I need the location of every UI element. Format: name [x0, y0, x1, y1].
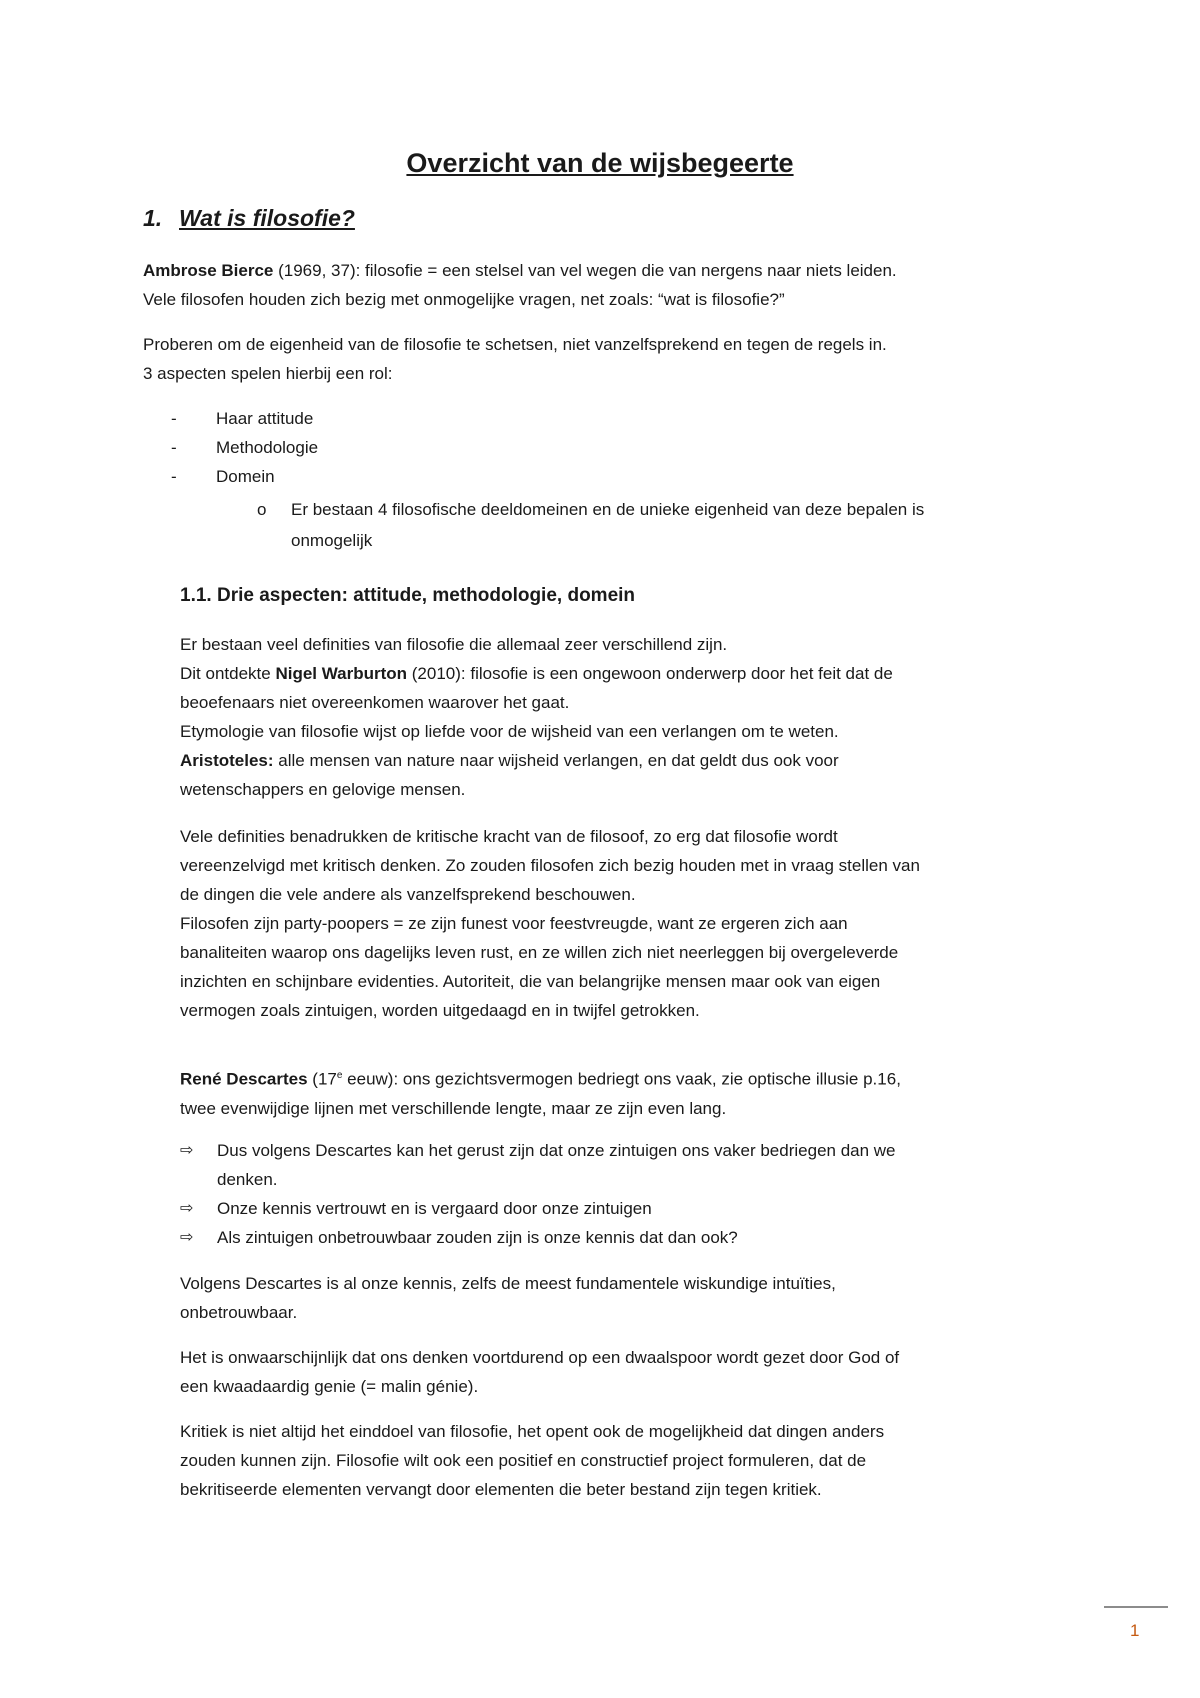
arrow-list — [180, 1136, 896, 1252]
text-line: Er bestaan 4 filosofische deeldomeinen en de unieke eigenheid van deze bepalen is — [291, 500, 925, 519]
text-span: alle mensen van nature naar wijsheid verlangen, en dat geldt dus ook voor — [273, 751, 839, 770]
list-item — [171, 433, 319, 462]
page-number: 1 — [1130, 1621, 1140, 1640]
footer-divider — [1104, 1606, 1168, 1608]
sub-bullet-item — [257, 494, 925, 556]
text-line: bekritiseerde elementen vervangt door elementen die beter bestand zijn tegen kritiek. — [180, 1480, 822, 1499]
list-item — [180, 1136, 896, 1194]
text-line: 3 aspecten spelen hierbij een rol: — [143, 364, 393, 383]
text-line: de dingen die vele andere als vanzelfsprekend beschouwen. — [180, 885, 636, 904]
text-line — [180, 659, 893, 688]
list-item — [171, 462, 318, 491]
text-line: Kritiek is niet altijd het einddoel van filosofie, het opent ook de mogelijkheid dat dingen anders — [180, 1422, 885, 1441]
text-line: vereenzelvigd met kritisch denken. Zo zouden filosofen zich bezig houden met in vraag stellen van — [180, 856, 920, 875]
paragraph-critical-power — [180, 822, 920, 1025]
list-item-label: Haar attitude — [216, 409, 314, 428]
text-line: Filosofen zijn party-poopers = ze zijn funest voor feestvreugde, want ze ergeren zich aan — [180, 914, 848, 933]
text-line: Het is onwaarschijnlijk dat ons denken voortdurend op een dwaalspoor wordt gezet door God of — [180, 1348, 900, 1367]
text-line: Volgens Descartes is al onze kennis, zelfs de meest fundamentele wiskundige intuïties, — [180, 1274, 836, 1293]
dash-bullet: - — [171, 409, 177, 428]
paragraph-critique — [180, 1417, 884, 1504]
text-line: twee evenwijdige lijnen met verschillende lengte, maar ze zijn even lang. — [180, 1098, 727, 1118]
arrow-right-icon: ⇨ — [180, 1142, 194, 1159]
text-span: (17 — [307, 1069, 337, 1089]
text-line: Onze kennis vertrouwt en is vergaard door onze zintuigen — [217, 1199, 652, 1218]
text-line: beoefenaars niet overeenkomen waarover het gaat. — [180, 693, 570, 712]
paragraph-definitions — [180, 630, 893, 804]
list-item — [171, 404, 318, 433]
text-line: een kwaadaardig genie (= malin génie). — [180, 1377, 479, 1396]
text-line: zouden kunnen zijn. Filosofie wilt ook een positief en constructief project formuleren, dat de — [180, 1451, 867, 1470]
circle-bullet: o — [257, 500, 267, 519]
text-line: Etymologie van filosofie wijst op liefde voor de wijsheid van een verlangen om te weten. — [180, 722, 839, 741]
author-name: René Descartes — [180, 1069, 308, 1089]
text-line: inzichten en schijnbare evidenties. Autoriteit, die van belangrijke mensen maar ook van eigen — [180, 972, 881, 991]
text-line: Dus volgens Descartes kan het gerust zijn dat onze zintuigen ons vaker bedriegen dan we — [217, 1141, 896, 1160]
text-line: onbetrouwbaar. — [180, 1303, 298, 1322]
text-line: Er bestaan veel definities van filosofie die allemaal zeer verschillend zijn. — [180, 635, 728, 654]
intro-paragraph-2 — [143, 330, 887, 388]
text-line — [180, 746, 893, 775]
section-title: Wat is filosofie? — [179, 205, 355, 231]
superscript: e — [336, 1070, 343, 1081]
text-line: onmogelijk — [291, 531, 373, 550]
text-line: Vele definities benadrukken de kritische kracht van de filosoof, zo erg dat filosofie wordt — [180, 827, 838, 846]
dash-bullet: - — [171, 467, 177, 486]
list-item — [180, 1194, 896, 1223]
section-number: 1. — [143, 205, 163, 231]
arrow-right-icon: ⇨ — [180, 1200, 194, 1217]
text-span: (1969, 37): filosofie = een stelsel van vel wegen die van nergens naar niets leiden. — [273, 261, 897, 280]
list-item-label: Methodologie — [216, 438, 319, 457]
text-span: eeuw): ons gezichtsvermogen bedriegt ons vaak, zie optische illusie p.16, — [342, 1069, 901, 1089]
intro-paragraph-1 — [143, 256, 897, 314]
text-line: vermogen zoals zintuigen, worden uitgedaagd en in twijfel getrokken. — [180, 1001, 700, 1020]
text-span: (2010): filosofie is een ongewoon onderwerp door het feit dat de — [407, 664, 893, 683]
author-name: Nigel Warburton — [275, 664, 408, 683]
arrow-right-icon: ⇨ — [180, 1229, 194, 1246]
text-line: Proberen om de eigenheid van de filosofie te schetsen, niet vanzelfsprekend en tegen de regels in. — [143, 335, 887, 354]
text-line — [180, 1061, 901, 1094]
aspects-list — [171, 404, 319, 491]
author-name: Ambrose Bierce — [143, 261, 274, 280]
dash-bullet: - — [171, 438, 177, 457]
paragraph-malin-genie — [180, 1343, 899, 1401]
section-heading-1 — [143, 205, 355, 232]
document-title: Overzicht van de wijsbegeerte — [406, 148, 794, 178]
author-name: Aristoteles: — [180, 751, 274, 770]
list-item-label: Domein — [216, 467, 275, 486]
paragraph-knowledge — [180, 1269, 836, 1327]
section-heading-1-1: 1.1. Drie aspecten: attitude, methodologie, domein — [180, 585, 636, 606]
text-line: Als zintuigen onbetrouwbaar zouden zijn is onze kennis dat dan ook? — [217, 1228, 738, 1247]
text-line: denken. — [217, 1170, 278, 1189]
text-line: banaliteiten waarop ons dagelijks leven rust, en ze willen zich niet neerleggen bij overgeleverde — [180, 943, 899, 962]
text-line — [143, 256, 897, 285]
text-span: Dit ontdekte — [180, 664, 276, 683]
list-item — [180, 1223, 896, 1252]
text-line: wetenschappers en gelovige mensen. — [180, 780, 466, 799]
text-line: Vele filosofen houden zich bezig met onmogelijke vragen, net zoals: “wat is filosofie?” — [143, 290, 785, 309]
paragraph-descartes — [180, 1061, 901, 1123]
